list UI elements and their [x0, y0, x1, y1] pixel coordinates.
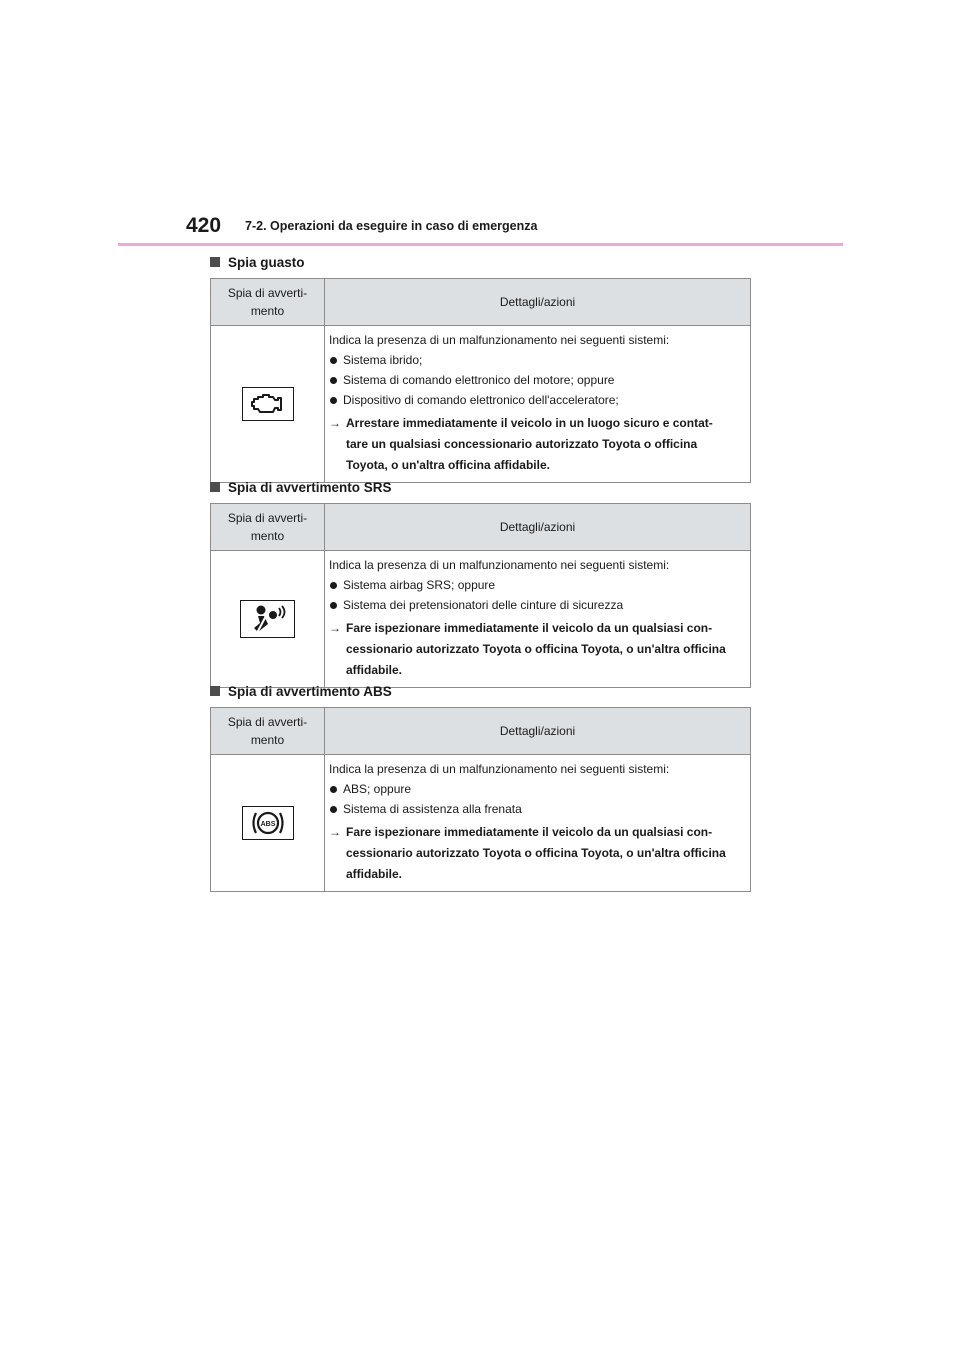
- action-text: → Arrestare immediatamente il veicolo in un luogo sicuro e contat- tare un qualsiasi concessionario autorizzato Toyota o officina Toyota, o un'altra officina affidabile.: [329, 413, 746, 476]
- column-header-details: Dettagli/azioni: [325, 279, 751, 326]
- list-item: Sistema airbag SRS; oppure: [329, 575, 746, 595]
- table-row: [211, 326, 751, 483]
- arrow-icon: →: [329, 416, 341, 430]
- chapter-header: 7-2. Operazioni da eseguire in caso di emergenza: [245, 219, 538, 233]
- icon-cell: [211, 551, 325, 688]
- bullet-dot-icon: [330, 786, 337, 793]
- engine-warning-icon: [242, 387, 294, 421]
- page-number: 420: [186, 214, 222, 237]
- section-malfunction-indicator: [210, 252, 751, 483]
- bullet-dot-icon: [330, 602, 337, 609]
- airbag-warning-icon: [240, 600, 295, 638]
- list-item: Sistema dei pretensionatori delle cinture di sicurezza: [329, 595, 746, 615]
- square-bullet-icon: [210, 482, 220, 492]
- icon-cell: [211, 755, 325, 892]
- bullet-dot-icon: [330, 377, 337, 384]
- details-cell: [325, 755, 751, 892]
- arrow-icon: →: [329, 621, 341, 635]
- column-header-warning-light: Spia di avverti- mento: [211, 279, 325, 326]
- arrow-icon: →: [329, 825, 341, 839]
- intro-text: Indica la presenza di un malfunzionamento nei seguenti sistemi:: [329, 762, 670, 776]
- section-title: Spia di avvertimento ABS: [210, 681, 751, 703]
- warning-table: [210, 278, 751, 483]
- warning-table: [210, 503, 751, 688]
- bullet-dot-icon: [330, 806, 337, 813]
- action-text: → Fare ispezionare immediatamente il veicolo da un qualsiasi con- cessionario autorizzato Toyota o officina Toyota, o un'altra officina affidabile.: [329, 822, 746, 885]
- section-srs-warning: [210, 477, 751, 688]
- list-item: Sistema di assistenza alla frenata: [329, 799, 746, 819]
- square-bullet-icon: [210, 686, 220, 696]
- details-cell: [325, 551, 751, 688]
- list-item: Dispositivo di comando elettronico dell'acceleratore;: [329, 390, 746, 410]
- column-header-warning-light: Spia di avverti- mento: [211, 504, 325, 551]
- icon-cell: [211, 326, 325, 483]
- table-header-row: [211, 504, 751, 551]
- column-header-details: Dettagli/azioni: [325, 504, 751, 551]
- table-row: [211, 551, 751, 688]
- column-header-details: Dettagli/azioni: [325, 708, 751, 755]
- list-item: Sistema ibrido;: [329, 350, 746, 370]
- table-header-row: [211, 279, 751, 326]
- list-item: ABS; oppure: [329, 779, 746, 799]
- warning-table: [210, 707, 751, 892]
- intro-text: Indica la presenza di un malfunzionamento nei seguenti sistemi:: [329, 333, 670, 347]
- section-abs-warning: [210, 681, 751, 892]
- header-divider: [118, 243, 843, 246]
- section-title: Spia guasto: [210, 252, 751, 274]
- abs-warning-icon: [242, 806, 294, 840]
- details-cell: [325, 326, 751, 483]
- table-row: [211, 755, 751, 892]
- list-item: Sistema di comando elettronico del motore; oppure: [329, 370, 746, 390]
- intro-text: Indica la presenza di un malfunzionamento nei seguenti sistemi:: [329, 558, 670, 572]
- column-header-warning-light: Spia di avverti- mento: [211, 708, 325, 755]
- bullet-dot-icon: [330, 397, 337, 404]
- bullet-dot-icon: [330, 582, 337, 589]
- table-header-row: [211, 708, 751, 755]
- square-bullet-icon: [210, 257, 220, 267]
- abs-icon-label: ABS: [260, 820, 275, 828]
- action-text: → Fare ispezionare immediatamente il veicolo da un qualsiasi con- cessionario autorizzato Toyota o officina Toyota, o un'altra officina affidabile.: [329, 618, 746, 681]
- bullet-dot-icon: [330, 357, 337, 364]
- section-title: Spia di avvertimento SRS: [210, 477, 751, 499]
